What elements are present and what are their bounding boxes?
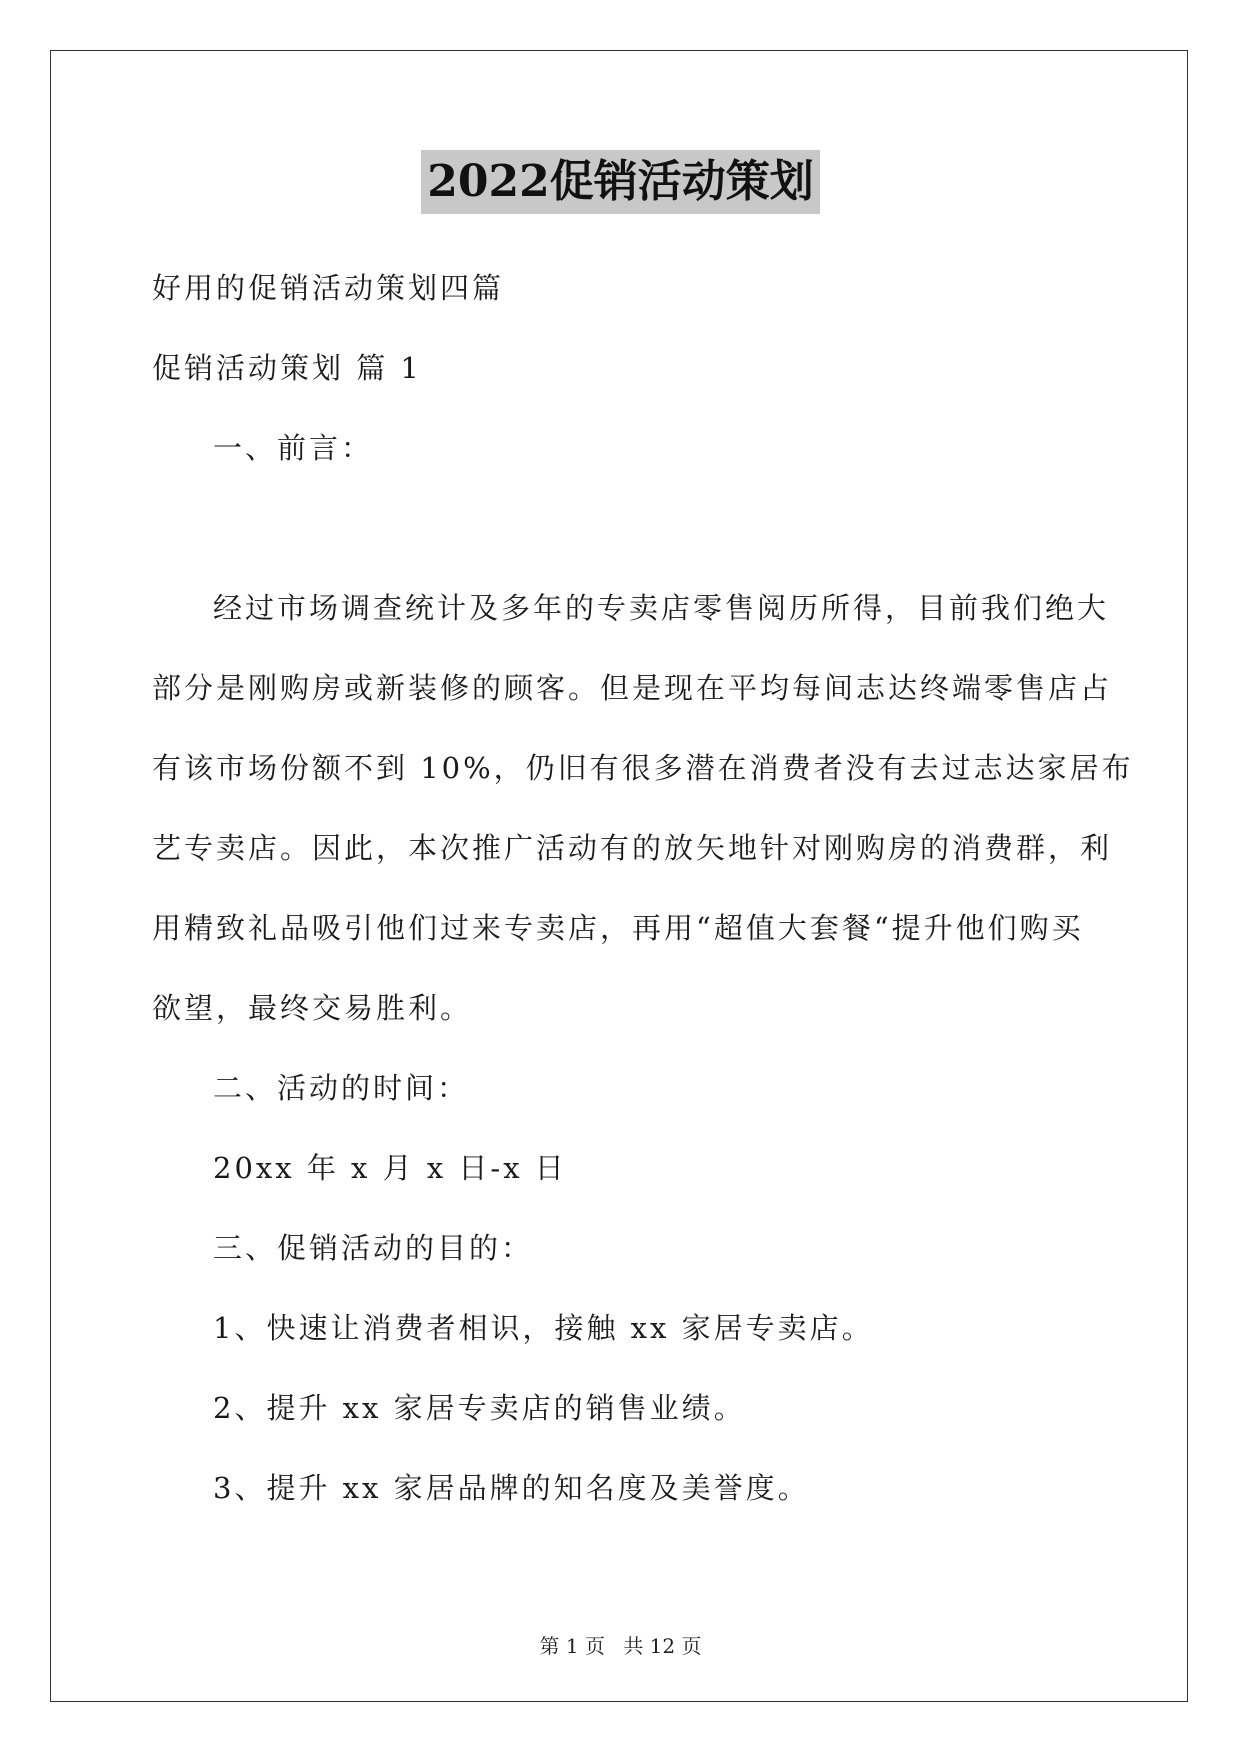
section-heading: 促销活动策划 篇 1 <box>152 351 422 385</box>
subtitle: 好用的促销活动策划四篇 <box>152 271 505 305</box>
preface-line: 欲望，最终交易胜利。 <box>152 991 473 1025</box>
preface-line: 用精致礼品吸引他们过来专卖店，再用“超值大套餐“提升他们购买 <box>152 911 1084 945</box>
goal-item: 2、提升 xx 家居专卖店的销售业绩。 <box>213 1391 746 1425</box>
time-heading: 二、活动的时间： <box>213 1071 470 1105</box>
title-container <box>0 150 1241 214</box>
page-footer <box>0 1630 1241 1659</box>
preface-line: 经过市场调查统计及多年的专卖店零售阅历所得，目前我们绝大 <box>213 591 1110 625</box>
preface-line: 部分是刚购房或新装修的顾客。但是现在平均每间志达终端零售店占 <box>152 671 1113 705</box>
preface-line: 有该市场份额不到 10%，仍旧有很多潜在消费者没有去过志达家居布 <box>152 751 1134 785</box>
page-total: 共 12 页 <box>623 1634 702 1658</box>
preface-heading: 一、前言： <box>213 431 374 465</box>
time-value: 20xx 年 x 月 x 日-x 日 <box>213 1151 567 1185</box>
preface-line: 艺专卖店。因此，本次推广活动有的放矢地针对刚购房的消费群，利 <box>152 831 1113 865</box>
goal-item: 1、快速让消费者相识，接触 xx 家居专卖店。 <box>213 1311 874 1345</box>
goal-heading: 三、促销活动的目的： <box>213 1231 534 1265</box>
document-title: 2022促销活动策划 <box>421 150 819 214</box>
page-number: 第 1 页 <box>539 1634 605 1658</box>
goal-item: 3、提升 xx 家居品牌的知名度及美誉度。 <box>213 1471 810 1505</box>
